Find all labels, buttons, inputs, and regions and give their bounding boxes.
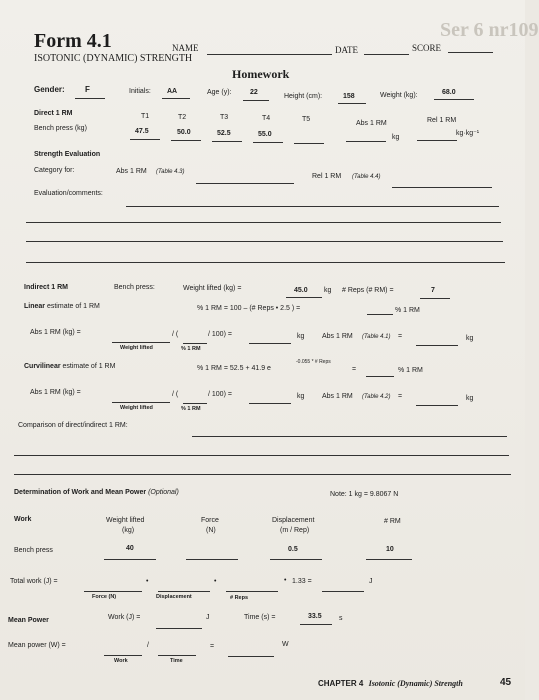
time-label: Time (s) =	[244, 614, 276, 621]
mp-slash: /	[147, 642, 149, 649]
work-optional: (Optional)	[148, 489, 179, 496]
curvi-under-weight: Weight lifted	[120, 405, 153, 411]
weight-lifted-label: Weight lifted (kg) =	[183, 285, 242, 292]
total-dot-1: •	[146, 578, 149, 585]
work-eq-label: Work (J) =	[108, 614, 141, 621]
bench-press-row-label: Bench press	[14, 547, 53, 554]
time-s-unit: s	[339, 615, 343, 622]
rel-ref-label: Rel 1 RM	[312, 173, 342, 180]
rel-category-field[interactable]	[392, 187, 492, 188]
under-displacement: Displacement	[156, 594, 192, 600]
trial-value-3: 52.5	[217, 130, 231, 137]
linear-under-pct: % 1 RM	[181, 346, 201, 352]
name-label: NAME	[172, 43, 199, 53]
table-4-1-abs: Abs 1 RM	[322, 333, 353, 340]
form-number: Form 4.1	[34, 30, 112, 52]
rel-1rm-field[interactable]	[417, 140, 457, 141]
work-j-unit: J	[206, 614, 210, 621]
linear-pct-unit: % 1 RM	[395, 307, 420, 314]
total-force-field[interactable]	[84, 591, 142, 592]
linear-abs-label: Abs 1 RM (kg) =	[30, 329, 81, 336]
mp-work-field[interactable]	[104, 655, 142, 656]
trial-label-4: T4	[262, 115, 271, 122]
curvi-pct-input[interactable]	[183, 403, 207, 404]
linear-result-field[interactable]	[249, 343, 291, 344]
reps-label: # Reps (# RM) =	[342, 287, 394, 294]
weight-value: 68.0	[442, 89, 456, 96]
comments-line-1[interactable]	[126, 206, 499, 207]
page-number: 45	[500, 677, 512, 688]
bench-rm-value: 10	[386, 546, 394, 553]
abs-1rm-field[interactable]	[346, 141, 386, 142]
table-4-2-eq: =	[398, 393, 403, 400]
curvi-exponent: -0.055 * # Reps	[296, 359, 331, 365]
trial-value-1: 47.5	[135, 128, 149, 135]
abs-1rm-label: Abs 1 RM	[356, 120, 387, 127]
curvi-over-100: / 100) =	[208, 391, 232, 398]
comments-label: Evaluation/comments:	[34, 190, 103, 197]
curvi-pct-unit: % 1 RM	[398, 367, 423, 374]
comments-line-2[interactable]	[26, 222, 501, 223]
curvi-formula: % 1 RM = 52.5 + 41.9 e	[197, 365, 271, 372]
total-factor: 1.33 =	[292, 578, 312, 585]
time-value: 33.5	[308, 613, 322, 620]
name-field[interactable]	[207, 54, 332, 55]
score-label: SCORE	[412, 43, 442, 53]
mp-result-field[interactable]	[228, 656, 274, 657]
date-field[interactable]	[364, 54, 409, 55]
total-result-field[interactable]	[322, 591, 364, 592]
trial-label-1: T1	[141, 113, 150, 120]
col-displacement: Displacement	[272, 517, 315, 524]
total-disp-field[interactable]	[158, 591, 210, 592]
col-force: Force	[201, 517, 219, 524]
mp-eq: =	[210, 643, 215, 650]
col-rm: # RM	[384, 518, 401, 525]
table-4-2-kg: kg	[466, 395, 474, 402]
total-dot-3: •	[284, 577, 287, 584]
linear-under-weight: Weight lifted	[120, 345, 153, 351]
trial-label-2: T2	[178, 114, 187, 121]
conversion-note: Note: 1 kg = 9.8067 N	[330, 491, 399, 498]
weight-kg-unit: kg	[324, 287, 332, 294]
under-work: Work	[114, 658, 128, 664]
indirect-exercise: Bench press:	[114, 284, 155, 291]
age-value: 22	[250, 89, 258, 96]
table-4-1-kg: kg	[466, 335, 474, 342]
trial-value-2: 50.0	[177, 129, 191, 136]
height-value: 158	[343, 93, 355, 100]
trial-label-5: T5	[302, 116, 311, 123]
col-displacement-unit: (m / Rep)	[280, 527, 310, 534]
mean-power-w-label: Mean power (W) =	[8, 642, 66, 649]
rel-1rm-unit: kg·kg⁻¹	[456, 130, 480, 137]
work-j-field[interactable]	[156, 628, 202, 629]
rel-1rm-label: Rel 1 RM	[427, 117, 457, 124]
abs-category-field[interactable]	[196, 183, 294, 184]
comparison-label: Comparison of direct/indirect 1 RM:	[18, 422, 128, 429]
under-time: Time	[170, 658, 183, 664]
initials-value: AA	[167, 88, 178, 95]
curvi-title: Curvilinear	[24, 363, 61, 370]
chapter-title: Isotonic (Dynamic) Strength	[368, 679, 463, 688]
total-reps-field[interactable]	[226, 591, 278, 592]
curvi-kg-unit: kg	[297, 393, 305, 400]
evaluation-title: Strength Evaluation	[34, 151, 101, 158]
under-force: Force (N)	[92, 594, 117, 600]
linear-weight-field[interactable]	[112, 342, 170, 343]
work-label: Work	[14, 516, 32, 523]
force-field[interactable]	[186, 559, 238, 560]
curvi-slash-paren: / (	[172, 391, 179, 398]
indirect-title: Indirect 1 RM	[24, 284, 68, 291]
mp-w-unit: W	[282, 641, 289, 648]
curvi-result-field[interactable]	[249, 403, 291, 404]
comments-line-4[interactable]	[26, 262, 505, 263]
abs-ref-label: Abs 1 RM	[116, 168, 147, 175]
score-field[interactable]	[448, 52, 493, 53]
trial-label-3: T3	[220, 114, 229, 121]
reps-value: 7	[431, 287, 435, 294]
height-label: Height (cm):	[284, 93, 323, 100]
comparison-line-1[interactable]	[192, 436, 507, 437]
mp-time-field[interactable]	[158, 655, 196, 656]
date-label: DATE	[335, 45, 358, 55]
direct-title: Direct 1 RM	[34, 110, 73, 117]
linear-title: Linear	[24, 303, 46, 310]
curvi-weight-field[interactable]	[112, 402, 170, 403]
direct-exercise: Bench press (kg)	[34, 125, 87, 132]
under-reps: # Reps	[230, 595, 249, 601]
weight-lifted-value: 45.0	[294, 287, 308, 294]
linear-pct-field[interactable]	[367, 314, 393, 315]
linear-slash-paren: / (	[172, 331, 179, 338]
curvi-under-pct: % 1 RM	[181, 406, 201, 412]
linear-formula: % 1 RM = 100 – (# Reps • 2.5 ) =	[197, 305, 301, 312]
form-subtitle: ISOTONIC (DYNAMIC) STRENGTH	[34, 53, 193, 64]
category-label: Category for:	[34, 167, 75, 174]
col-weight-unit: (kg)	[122, 527, 135, 534]
work-title: Determination of Work and Mean Power	[14, 489, 147, 496]
table-4-3-ref: (Table 4.3)	[156, 169, 185, 175]
abs-1rm-unit: kg	[392, 134, 400, 141]
total-dot-2: •	[214, 578, 217, 585]
gender-label: Gender:	[34, 85, 65, 94]
table-4-1-eq: =	[398, 333, 403, 340]
curvi-eq: =	[352, 366, 357, 373]
trial-value-4: 55.0	[258, 131, 272, 138]
table-4-2-field[interactable]	[416, 405, 458, 406]
linear-suffix: estimate of 1 RM	[46, 303, 100, 310]
table-4-4-ref: (Table 4.4)	[352, 174, 381, 180]
linear-pct-input[interactable]	[183, 343, 207, 344]
weight-label: Weight (kg):	[380, 92, 418, 99]
total-work-label: Total work (J) =	[10, 578, 58, 585]
comparison-line-3[interactable]	[14, 474, 511, 475]
table-4-2-abs: Abs 1 RM	[322, 393, 353, 400]
curvi-abs-label: Abs 1 RM (kg) =	[30, 389, 81, 396]
bench-disp-value: 0.5	[288, 546, 298, 553]
age-label: Age (y):	[207, 89, 232, 96]
table-4-1-ref: (Table 4.1)	[362, 334, 391, 340]
curvi-pct-field[interactable]	[366, 376, 394, 377]
mean-power-title: Mean Power	[8, 617, 49, 624]
col-weight-lifted: Weight lifted	[106, 517, 145, 524]
table-4-2-ref: (Table 4.2)	[362, 394, 391, 400]
bleed-through-text: Ser 6 nr109	[440, 19, 539, 41]
comments-line-3[interactable]	[26, 241, 503, 242]
linear-kg-unit: kg	[297, 333, 305, 340]
linear-over-100: / 100) =	[208, 331, 232, 338]
homework-heading: Homework	[232, 67, 290, 81]
bench-weight-value: 40	[126, 545, 134, 552]
gender-value: F	[85, 85, 90, 94]
chapter-label: CHAPTER 4	[318, 679, 364, 688]
curvi-suffix: estimate of 1 RM	[62, 363, 116, 370]
comparison-line-2[interactable]	[14, 455, 509, 456]
total-j-unit: J	[369, 578, 373, 585]
initials-label: Initials:	[129, 88, 151, 95]
table-4-1-field[interactable]	[416, 345, 458, 346]
col-force-unit: (N)	[206, 527, 216, 534]
